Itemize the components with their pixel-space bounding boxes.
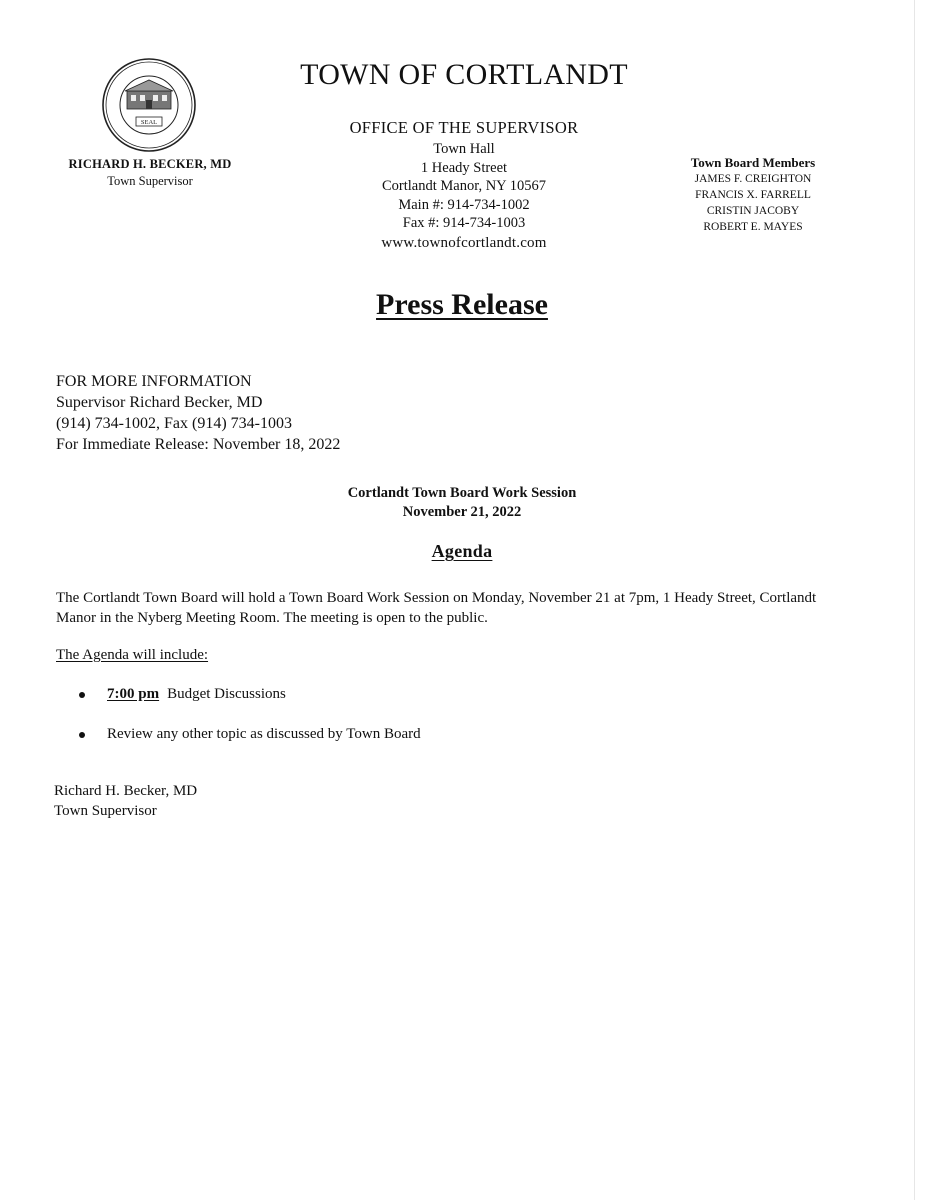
supervisor-block bbox=[60, 156, 240, 190]
agenda-item-time: 7:00 pm bbox=[107, 686, 160, 702]
address-line: Town Hall bbox=[433, 141, 495, 157]
agenda-item bbox=[79, 686, 286, 703]
board-member: JAMES F. CREIGHTON bbox=[694, 173, 812, 185]
office-address bbox=[280, 140, 648, 252]
seal-center-text: SEAL bbox=[140, 119, 158, 126]
fax-line: Fax #: 914-734-1003 bbox=[402, 215, 526, 231]
website-link[interactable]: www.townofcortlandt.com bbox=[381, 234, 547, 251]
agenda-item-text: Budget Discussions bbox=[167, 686, 286, 702]
agenda-heading: Agenda bbox=[431, 541, 493, 561]
agenda-item bbox=[79, 726, 421, 743]
phone-line: Main #: 914-734-1002 bbox=[398, 196, 530, 213]
agenda-item-text: Review any other topic as discussed by Town Board bbox=[107, 726, 421, 742]
board-member: CRISTIN JACOBY bbox=[706, 205, 800, 217]
press-release-title: Press Release bbox=[376, 288, 548, 321]
office-title: OFFICE OF THE SUPERVISOR bbox=[349, 118, 579, 137]
contact-line: FOR MORE INFORMATION bbox=[56, 373, 252, 390]
board-heading: Town Board Members bbox=[690, 155, 816, 170]
board-member: FRANCIS X. FARRELL bbox=[695, 189, 811, 201]
bullet-icon bbox=[79, 732, 85, 738]
contact-line: (914) 734-1002, Fax (914) 734-1003 bbox=[56, 415, 292, 432]
signature-title: Town Supervisor bbox=[54, 803, 157, 819]
board-member: ROBERT E. MAYES bbox=[703, 221, 803, 233]
contact-line: Supervisor Richard Becker, MD bbox=[56, 394, 263, 411]
town-title: TOWN OF CORTLANDT bbox=[300, 58, 628, 91]
address-line: 1 Heady Street bbox=[420, 159, 508, 176]
agenda-include-label: The Agenda will include: bbox=[56, 647, 209, 663]
board-members bbox=[663, 155, 843, 235]
town-seal-icon bbox=[100, 56, 198, 154]
contact-info bbox=[56, 371, 340, 455]
signature-block bbox=[54, 781, 197, 821]
town-seal bbox=[100, 56, 198, 154]
session-heading bbox=[250, 484, 674, 522]
agenda-paragraph: The Cortlandt Town Board will hold a Town Board Work Session on Monday, November 21 at 7pm, 1 Heady Street, Cortlandt Manor in the Nyberg Meeting Room. The meeting is open to the public. bbox=[56, 590, 817, 626]
page-edge-shadow bbox=[914, 0, 915, 1200]
session-date: November 21, 2022 bbox=[402, 504, 522, 520]
supervisor-name: RICHARD H. BECKER, MD bbox=[68, 157, 232, 171]
supervisor-title: Town Supervisor bbox=[107, 174, 193, 188]
session-title: Cortlandt Town Board Work Session bbox=[347, 485, 577, 501]
bullet-icon bbox=[79, 692, 85, 698]
signature-name: Richard H. Becker, MD bbox=[54, 783, 198, 799]
address-line: Cortlandt Manor, NY 10567 bbox=[381, 178, 546, 194]
release-date: For Immediate Release: November 18, 2022 bbox=[56, 436, 341, 453]
